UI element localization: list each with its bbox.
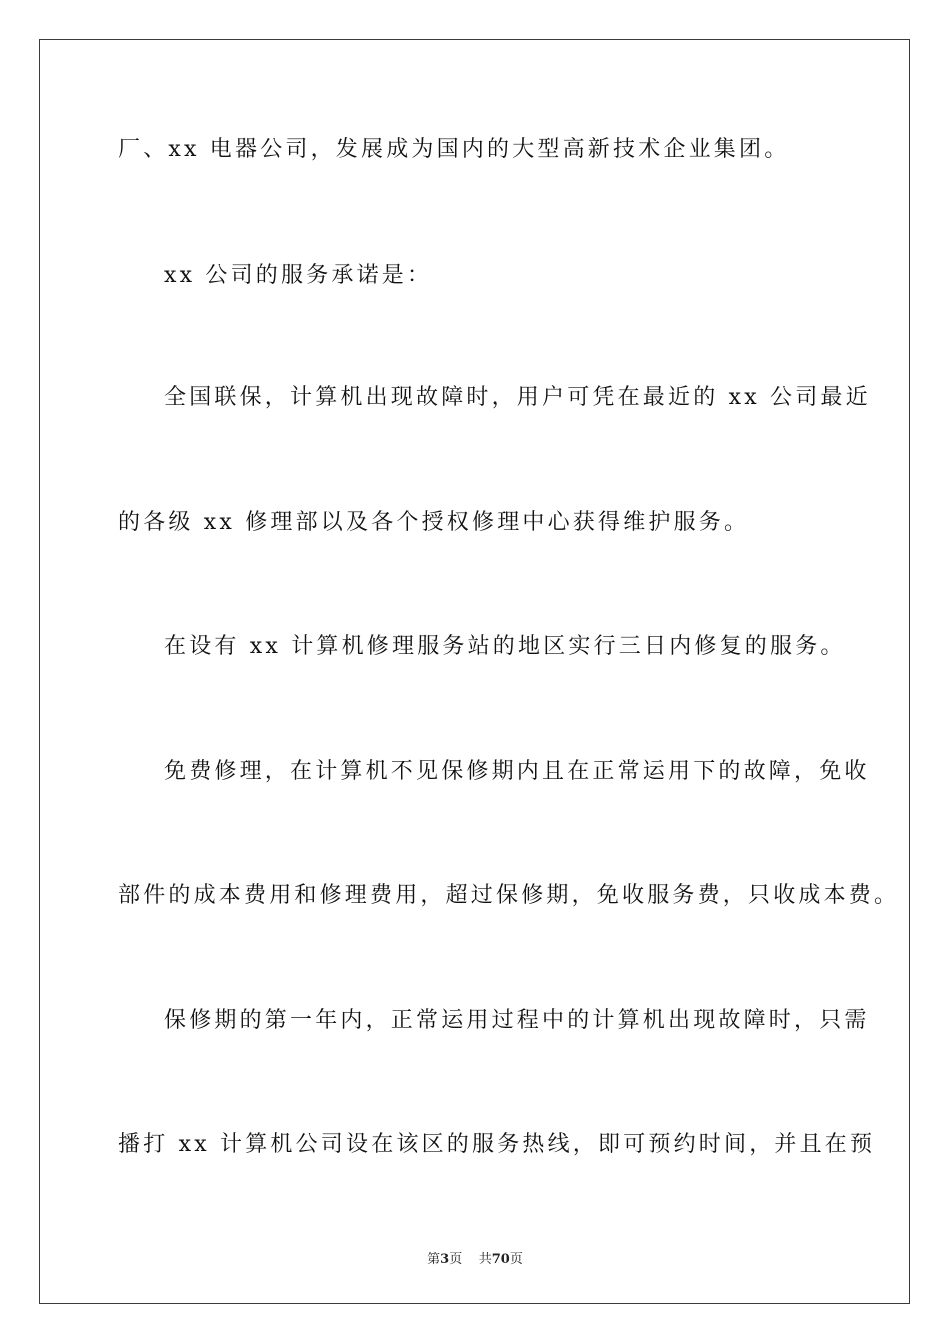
paragraph-line-1: 厂、xx 电器公司，发展成为国内的大型高新技术企业集团。 xyxy=(118,137,790,162)
paragraph-line-7: 部件的成本费用和修理费用，超过保修期，免收服务费，只收成本费。 xyxy=(118,883,900,908)
page-border xyxy=(39,39,910,1304)
footer-page-suffix: 页 xyxy=(449,1252,463,1267)
paragraph-line-8: 保修期的第一年内，正常运用过程中的计算机出现故障时，只需 xyxy=(164,1008,870,1033)
paragraph-line-5: 在设有 xx 计算机修理服务站的地区实行三日内修复的服务。 xyxy=(164,634,846,659)
footer-total-pages: 70 xyxy=(491,1252,510,1267)
paragraph-line-6: 免费修理，在计算机不见保修期内且在正常运用下的故障，免收 xyxy=(164,759,870,784)
paragraph-line-3: 全国联保，计算机出现故障时，用户可凭在最近的 xx 公司最近 xyxy=(164,385,871,410)
footer-total-suffix: 页 xyxy=(509,1252,523,1267)
footer-page-number: 3 xyxy=(440,1252,450,1267)
footer-total-prefix: 共 xyxy=(478,1252,492,1267)
page-footer xyxy=(0,1248,950,1267)
paragraph-line-4: 的各级 xx 修理部以及各个授权修理中心获得维护服务。 xyxy=(118,510,750,535)
footer-page-prefix: 第 xyxy=(427,1252,441,1267)
paragraph-line-9: 播打 xx 计算机公司设在该区的服务热线，即可预约时间，并且在预 xyxy=(118,1132,876,1157)
paragraph-line-2: xx 公司的服务承诺是： xyxy=(164,263,433,288)
